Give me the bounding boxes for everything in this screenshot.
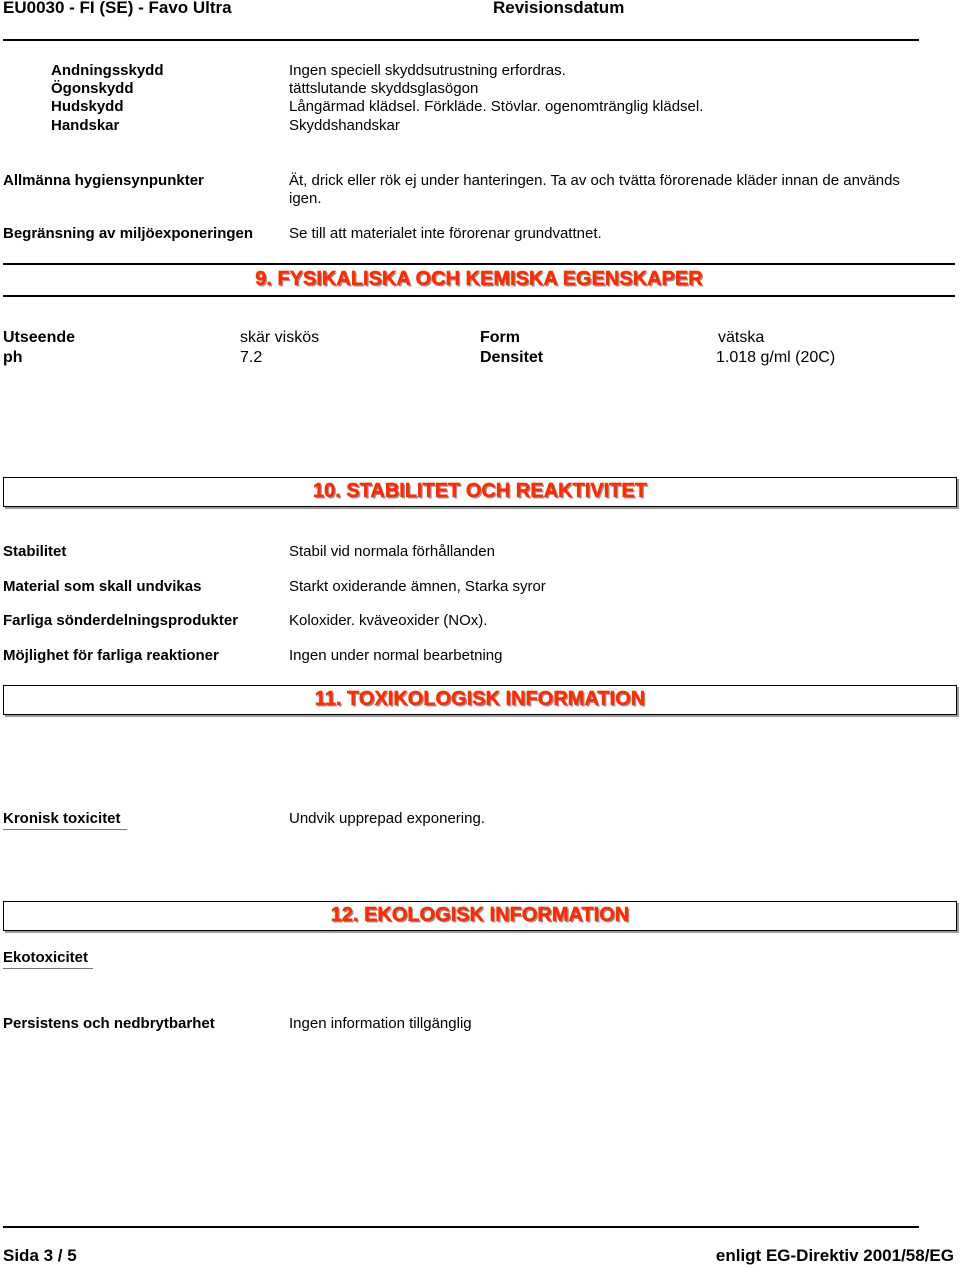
appearance-label: Utseende — [3, 329, 76, 346]
ph-label: ph — [3, 349, 23, 366]
section-12-header — [3, 901, 957, 931]
gloves-label: Handskar — [51, 117, 120, 134]
form-label: Form — [480, 329, 520, 346]
decomposition-products-label: Farliga sönderdelningsprodukter — [3, 612, 239, 629]
respiratory-value: Ingen speciell skyddsutrustning erfordras. — [289, 62, 566, 79]
persistence-value: Ingen information tillgänglig — [289, 1015, 472, 1032]
chronic-toxicity-underline — [3, 829, 127, 830]
ecotoxicity-underline — [3, 968, 93, 969]
hygiene-label: Allmänna hygiensynpunkter — [3, 172, 204, 189]
ph-value: 7.2 — [240, 349, 263, 366]
gloves-value: Skyddshandskar — [289, 117, 400, 134]
eye-value: tättslutande skyddsglasögon — [289, 80, 479, 97]
density-value: 1.018 g/ml (20C) — [716, 349, 836, 366]
page-number: Sida 3 / 5 — [3, 1246, 77, 1265]
section-9-title: 9. FYSIKALISKA OCH KEMISKA EGENSKAPER — [255, 268, 703, 290]
product-title: EU0030 - FI (SE) - Favo Ultra — [3, 0, 232, 17]
persistence-label: Persistens och nedbrytbarhet — [3, 1015, 215, 1032]
section-10-title: 10. STABILITET OCH REAKTIVITET — [312, 480, 648, 502]
footer-rule — [3, 1226, 919, 1228]
decomposition-products-value: Koloxider. kväveoxider (NOx). — [289, 612, 488, 629]
hygiene-value-line1: Ät, drick eller rök ej under hanteringen. Ta av och tvätta förorenade kläder innan de används — [289, 172, 900, 189]
chronic-toxicity-value: Undvik upprepad exponering. — [289, 810, 485, 827]
section-11-title: 11. TOXIKOLOGISK INFORMATION — [314, 688, 646, 710]
environment-label: Begränsning av miljöexponeringen — [3, 225, 254, 242]
section-9-header — [3, 263, 955, 297]
hygiene-value-line2: igen. — [289, 190, 322, 207]
hazardous-reactions-value: Ingen under normal bearbetning — [289, 647, 503, 664]
materials-to-avoid-label: Material som skall undvikas — [3, 578, 202, 595]
skin-label: Hudskydd — [51, 98, 124, 115]
form-value: vätska — [718, 329, 765, 346]
ecotoxicity-label: Ekotoxicitet — [3, 949, 89, 966]
respiratory-label: Andningsskydd — [51, 62, 164, 79]
skin-value: Långärmad klädsel. Förkläde. Stövlar. ogenomtränglig klädsel. — [289, 98, 704, 115]
directive-reference: enligt EG-Direktiv 2001/58/EG — [715, 1246, 954, 1265]
stability-value: Stabil vid normala förhållanden — [289, 543, 495, 560]
environment-value: Se till att materialet inte förorenar grundvattnet. — [289, 225, 602, 242]
chronic-toxicity-label: Kronisk toxicitet — [3, 810, 121, 827]
revision-date-label: Revisionsdatum — [493, 0, 625, 17]
section-10-header — [3, 477, 957, 507]
hazardous-reactions-label: Möjlighet för farliga reaktioner — [3, 647, 219, 664]
appearance-value: skär viskös — [240, 329, 320, 346]
header-rule — [3, 39, 919, 41]
eye-label: Ögonskydd — [51, 80, 134, 97]
stability-label: Stabilitet — [3, 543, 67, 560]
section-11-header — [3, 685, 957, 715]
density-label: Densitet — [480, 349, 544, 366]
materials-to-avoid-value: Starkt oxiderande ämnen, Starka syror — [289, 578, 546, 595]
section-12-title: 12. EKOLOGISK INFORMATION — [330, 904, 630, 926]
